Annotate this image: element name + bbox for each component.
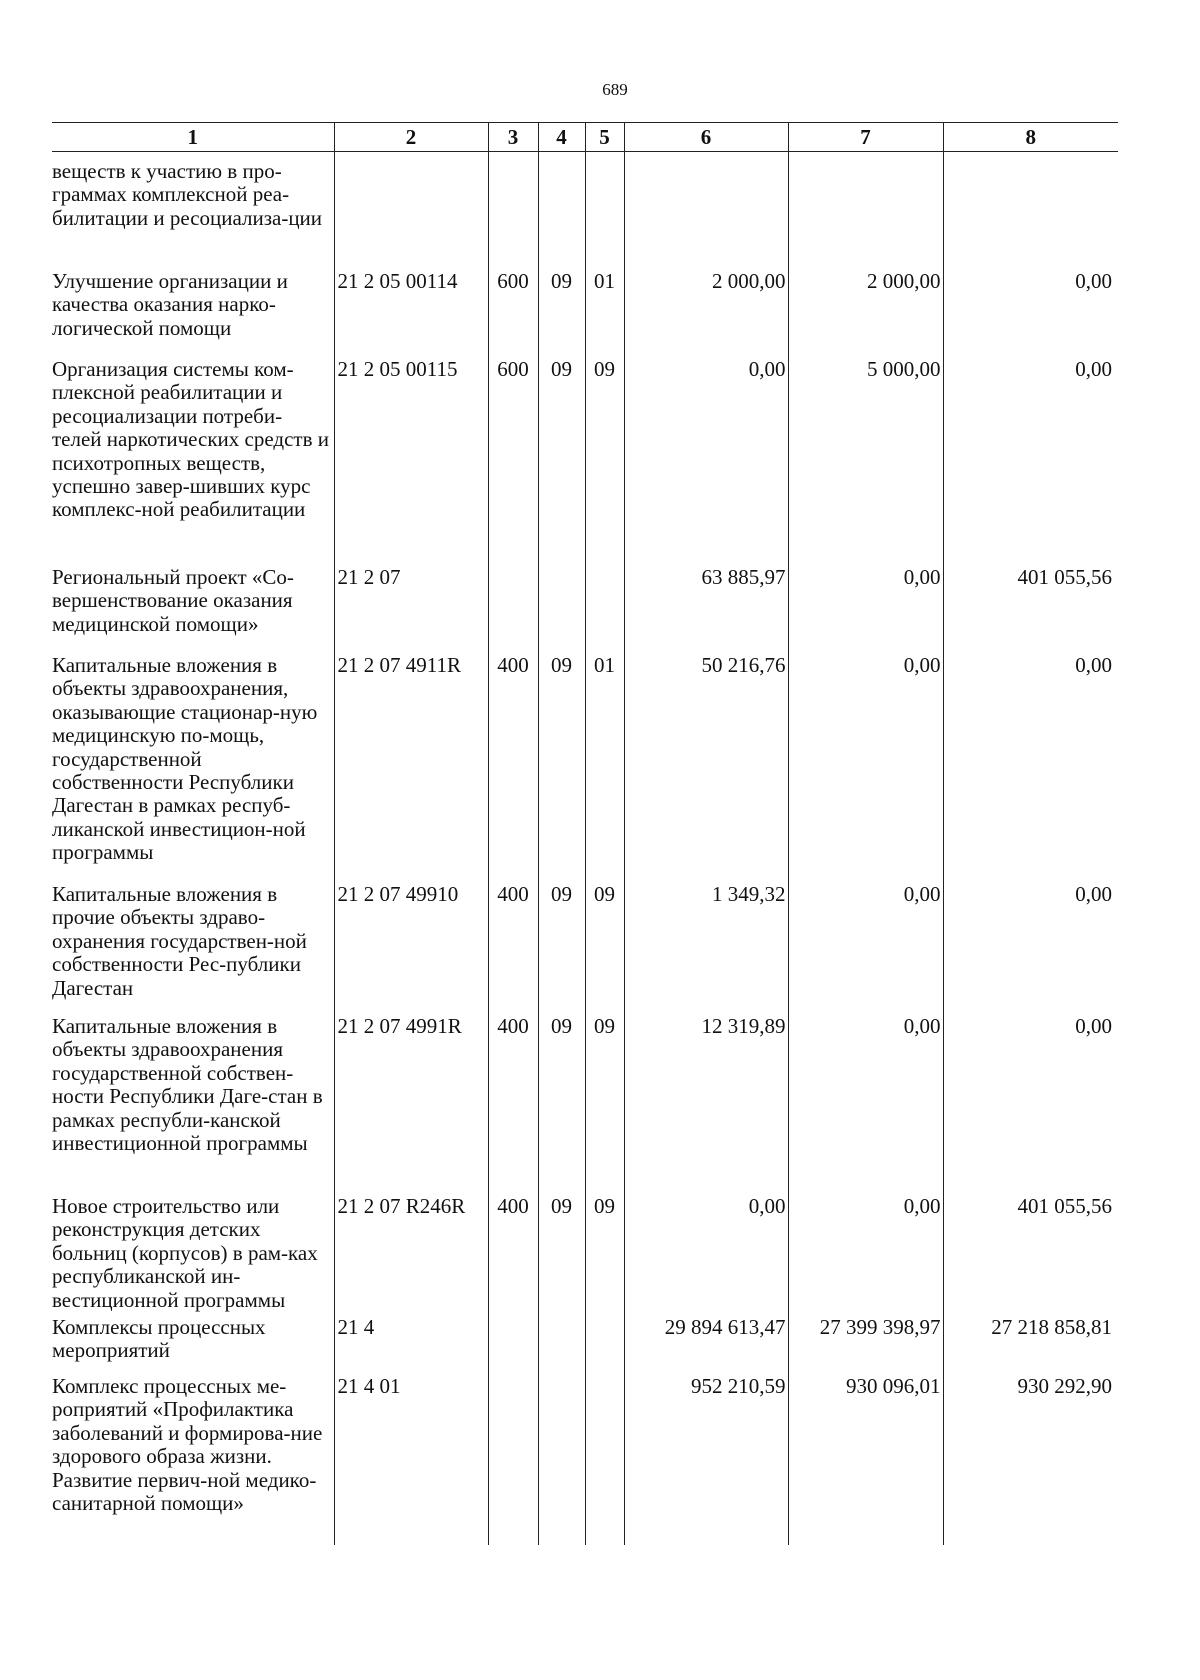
row-name: Улучшение организации и качества оказания нарко-логической помощи — [52, 269, 288, 340]
table-row — [52, 152, 1118, 271]
row-col4: 09 — [538, 1195, 585, 1316]
row-col4: 09 — [538, 1015, 585, 1195]
row-col4 — [538, 152, 585, 271]
row-col8 — [943, 152, 1118, 271]
row-col3: 600 — [488, 270, 538, 358]
row-col6: 12 319,89 — [624, 1015, 788, 1195]
table-row — [52, 1015, 1118, 1195]
row-code: 21 4 — [334, 1316, 488, 1375]
row-col5: 01 — [585, 654, 624, 883]
row-col7 — [788, 152, 943, 271]
header-row — [52, 123, 1118, 152]
row-col4: 09 — [538, 883, 585, 1015]
row-col6: 50 216,76 — [624, 654, 788, 883]
row-col3: 400 — [488, 883, 538, 1015]
table-row — [52, 883, 1118, 1015]
row-col4 — [538, 1316, 585, 1375]
row-col3 — [488, 1375, 538, 1545]
row-code — [334, 152, 488, 271]
row-col7: 5 000,00 — [788, 358, 943, 566]
row-name: Организация системы ком-плексной реабилитации и ресоциализации потреби-телей наркотических средств и психотропных веществ, успешно завер-шивших курс комплекс-ной реабилитации — [52, 357, 329, 522]
row-col8: 0,00 — [943, 358, 1118, 566]
row-col6: 952 210,59 — [624, 1375, 788, 1545]
row-col5: 09 — [585, 883, 624, 1015]
row-col4: 09 — [538, 270, 585, 358]
row-col7: 0,00 — [788, 654, 943, 883]
row-col4: 09 — [538, 358, 585, 566]
row-col7: 27 399 398,97 — [788, 1316, 943, 1375]
row-col4: 09 — [538, 654, 585, 883]
row-name: Комплексы процессных мероприятий — [52, 1315, 266, 1363]
column-header: 4 — [538, 123, 585, 152]
row-code: 21 2 05 00115 — [334, 358, 488, 566]
row-code: 21 2 05 00114 — [334, 270, 488, 358]
row-col3: 400 — [488, 1195, 538, 1316]
row-col3 — [488, 566, 538, 654]
row-col7: 0,00 — [788, 883, 943, 1015]
row-code: 21 2 07 4911R — [334, 654, 488, 883]
row-code: 21 2 07 49910 — [334, 883, 488, 1015]
table-row — [52, 270, 1118, 358]
row-col5 — [585, 1316, 624, 1375]
column-header: 3 — [488, 123, 538, 152]
row-name: веществ к участию в про-граммах комплексной реа-билитации и ресоциализа-ции — [52, 159, 323, 230]
row-col5 — [585, 566, 624, 654]
row-col6: 29 894 613,47 — [624, 1316, 788, 1375]
table-row — [52, 1375, 1118, 1545]
column-header: 2 — [334, 123, 488, 152]
row-code: 21 4 01 — [334, 1375, 488, 1545]
row-col6: 1 349,32 — [624, 883, 788, 1015]
row-col3: 400 — [488, 654, 538, 883]
column-header: 6 — [624, 123, 788, 152]
row-col4 — [538, 1375, 585, 1545]
row-col4 — [538, 566, 585, 654]
table-row — [52, 566, 1118, 654]
row-col7: 2 000,00 — [788, 270, 943, 358]
row-name: Новое строительство или реконструкция детских больниц (корпусов) в рам-ках республиканской ин-вестиционной программы — [52, 1194, 318, 1312]
row-col8: 27 218 858,81 — [943, 1316, 1118, 1375]
row-code: 21 2 07 R246R — [334, 1195, 488, 1316]
row-col7: 0,00 — [788, 1015, 943, 1195]
budget-table-grid — [52, 122, 1118, 1545]
row-col5: 09 — [585, 1015, 624, 1195]
row-col6: 63 885,97 — [624, 566, 788, 654]
row-col6: 2 000,00 — [624, 270, 788, 358]
row-col5: 09 — [585, 358, 624, 566]
row-col7: 930 096,01 — [788, 1375, 943, 1545]
row-col8: 401 055,56 — [943, 1195, 1118, 1316]
column-header: 8 — [943, 123, 1118, 152]
row-col6: 0,00 — [624, 1195, 788, 1316]
column-header: 5 — [585, 123, 624, 152]
row-col3 — [488, 1316, 538, 1375]
row-col8: 0,00 — [943, 1015, 1118, 1195]
row-col8: 0,00 — [943, 270, 1118, 358]
row-col8: 401 055,56 — [943, 566, 1118, 654]
row-name: Комплекс процессных ме-роприятий «Профилактика заболеваний и формирова-ние здорового образа жизни. Развитие первич-ной медико-санитарной помощи» — [52, 1374, 323, 1516]
row-name: Капитальные вложения в прочие объекты здраво-охранения государствен-ной собственности Рес-публики Дагестан — [52, 882, 307, 1000]
row-col6: 0,00 — [624, 358, 788, 566]
table-row — [52, 358, 1118, 566]
column-header: 7 — [788, 123, 943, 152]
row-name: Региональный проект «Со-вершенствование оказания медицинской помощи» — [52, 565, 294, 636]
row-col3: 600 — [488, 358, 538, 566]
row-col8: 0,00 — [943, 654, 1118, 883]
row-col5: 09 — [585, 1195, 624, 1316]
row-col5: 01 — [585, 270, 624, 358]
page-number: 689 — [602, 80, 628, 99]
column-header: 1 — [52, 123, 334, 152]
row-col7: 0,00 — [788, 1195, 943, 1316]
row-col3 — [488, 152, 538, 271]
table-row — [52, 654, 1118, 883]
row-col3: 400 — [488, 1015, 538, 1195]
row-name: Капитальные вложения в объекты здравоохранения государственной собствен-ности Республики Даге-стан в рамках республи-канской инвестиционной программы — [52, 1014, 323, 1156]
row-col7: 0,00 — [788, 566, 943, 654]
row-col6 — [624, 152, 788, 271]
row-col8: 0,00 — [943, 883, 1118, 1015]
row-col5 — [585, 1375, 624, 1545]
table-row — [52, 1195, 1118, 1316]
row-col5 — [585, 152, 624, 271]
row-code: 21 2 07 — [334, 566, 488, 654]
table-row — [52, 1316, 1118, 1375]
row-col8: 930 292,90 — [943, 1375, 1118, 1545]
budget-table — [52, 122, 1118, 1545]
row-name: Капитальные вложения в объекты здравоохранения, оказывающие стационар-ную медицинскую по-мощь, государственной собственности Республики Дагестан в рамках респуб-ликанской инвестицион-ной программы — [52, 653, 318, 865]
row-code: 21 2 07 4991R — [334, 1015, 488, 1195]
